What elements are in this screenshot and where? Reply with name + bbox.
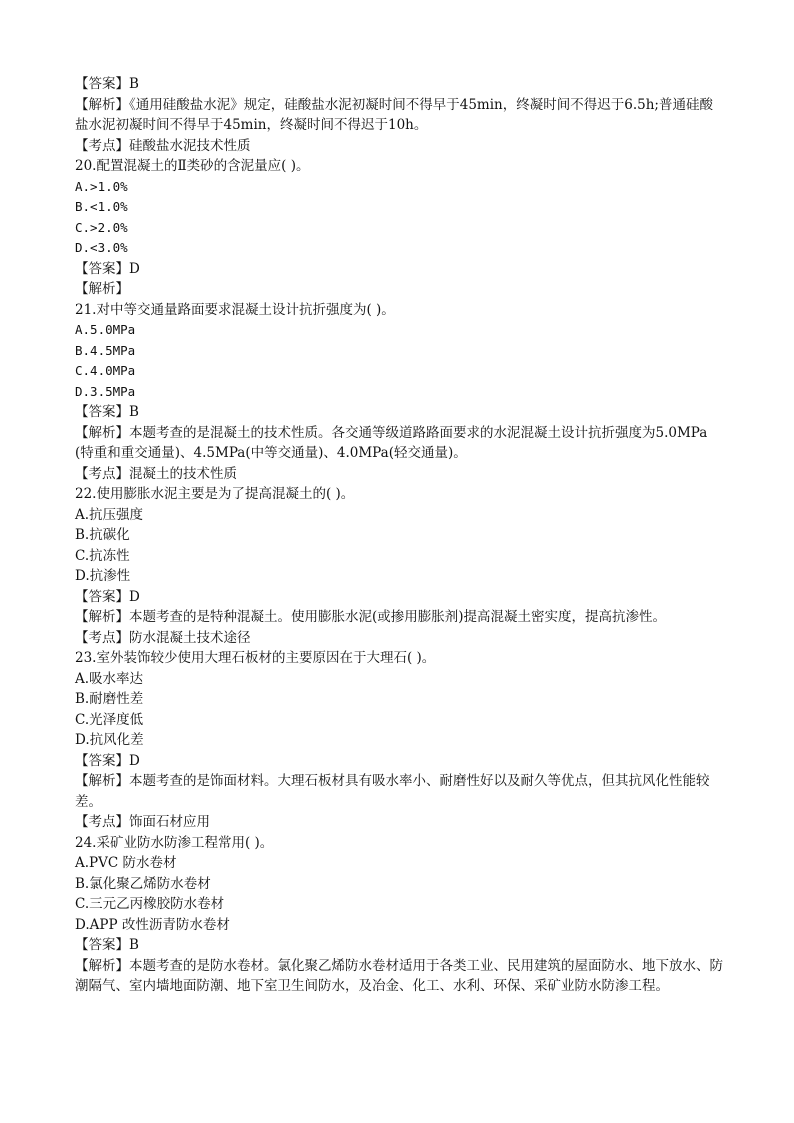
q20-option-d: D.<3.0% [75,240,128,255]
q23-block [75,648,725,833]
q22-option-b: B.抗碳化 [75,527,130,543]
q20-option-b: B.<1.0% [75,199,128,214]
q23-point: 【考点】饰面石材应用 [75,814,210,830]
q21-option-a: A.5.0MPa [75,322,136,337]
q24-option-b: B.氯化聚乙烯防水卷材 [75,875,211,892]
q22-analysis: 【解析】本题考查的是特种混凝土。使用膨胀水泥(或掺用膨胀剂)提高混凝土密实度，提高抗渗性。 [75,609,667,625]
q23-option-b: B.耐磨性差 [75,691,144,707]
q23-analysis: 【解析】本题考查的是饰面材料。大理石板材具有吸水率小、耐磨性好以及耐久等优点，但其抗风化性能较差。 [75,773,710,810]
q22-question: 22.使用膨胀水泥主要是为了提高混凝土的( )。 [75,486,355,502]
q20-block [75,156,725,300]
q20-question: 20.配置混凝土的Ⅱ类砂的含泥量应( )。 [75,158,310,174]
q24-option-d: D.APP 改性沥青防水卷材 [75,916,230,933]
q22-point: 【考点】防水混凝土技术途径 [75,629,251,646]
q24-question: 24.采矿业防水防渗工程常用( )。 [75,834,274,851]
q21-point: 【考点】混凝土的技术性质 [75,465,237,482]
q21-question: 21.对中等交通量路面要求混凝土设计抗折强度为( )。 [75,301,395,318]
q21-option-b: B.4.5MPa [75,342,136,358]
q20-analysis: 【解析】 [75,281,129,297]
q24-block [75,833,725,997]
q19-point: 【考点】硅酸盐水泥技术性质 [75,137,251,154]
q23-option-d: D.抗风化差 [75,732,144,748]
q21-answer: 【答案】B [75,404,139,420]
q23-option-c: C.光泽度低 [75,711,144,728]
q23-option-a: A.吸水率达 [75,670,144,687]
q22-block [75,484,725,648]
q24-option-a: A.PVC 防水卷材 [75,855,177,871]
q21-block [75,300,725,485]
q21-option-d: D.3.5MPa [75,383,136,399]
q22-answer: 【答案】D [75,588,140,605]
q23-question: 23.室外装饰较少使用大理石板材的主要原因在于大理石( )。 [75,650,436,666]
q20-option-c: C.>2.0% [75,219,128,235]
q19-answer: 【答案】B [75,76,139,92]
q20-option-a: A.>1.0% [75,178,128,194]
q22-option-d: D.抗渗性 [75,568,131,584]
q20-answer: 【答案】D [75,260,140,277]
q22-option-a: A.抗压强度 [75,506,144,523]
document-page [75,74,725,997]
q21-analysis: 【解析】本题考查的是混凝土的技术性质。各交通等级道路路面要求的水泥混凝土设计抗折强度为5.0MPa(特重和重交通量)、4.5MPa(中等交通量)、4.0MPa(轻交通量)。 [75,424,708,461]
q22-option-c: C.抗冻性 [75,547,130,564]
q19-analysis: 【解析】《通用硅酸盐水泥》规定，硅酸盐水泥初凝时间不得早于45min，终凝时间不得迟于6.5h;普通硅酸盐水泥初凝时间不得早于45min，终凝时间不得迟于10h。 [75,96,713,133]
q19-block [75,74,725,156]
q21-option-c: C.4.0MPa [75,363,136,378]
q24-answer: 【答案】B [75,937,139,953]
q24-analysis: 【解析】本题考查的是防水卷材。氯化聚乙烯防水卷材适用于各类工业、民用建筑的屋面防水、地下放水、防潮隔气、室内墙地面防潮、地下室卫生间防水，及冶金、化工、水利、环保、采矿业防水防渗工程。 [75,957,723,994]
q24-option-c: C.三元乙丙橡胶防水卷材 [75,896,225,912]
q23-answer: 【答案】D [75,752,140,769]
